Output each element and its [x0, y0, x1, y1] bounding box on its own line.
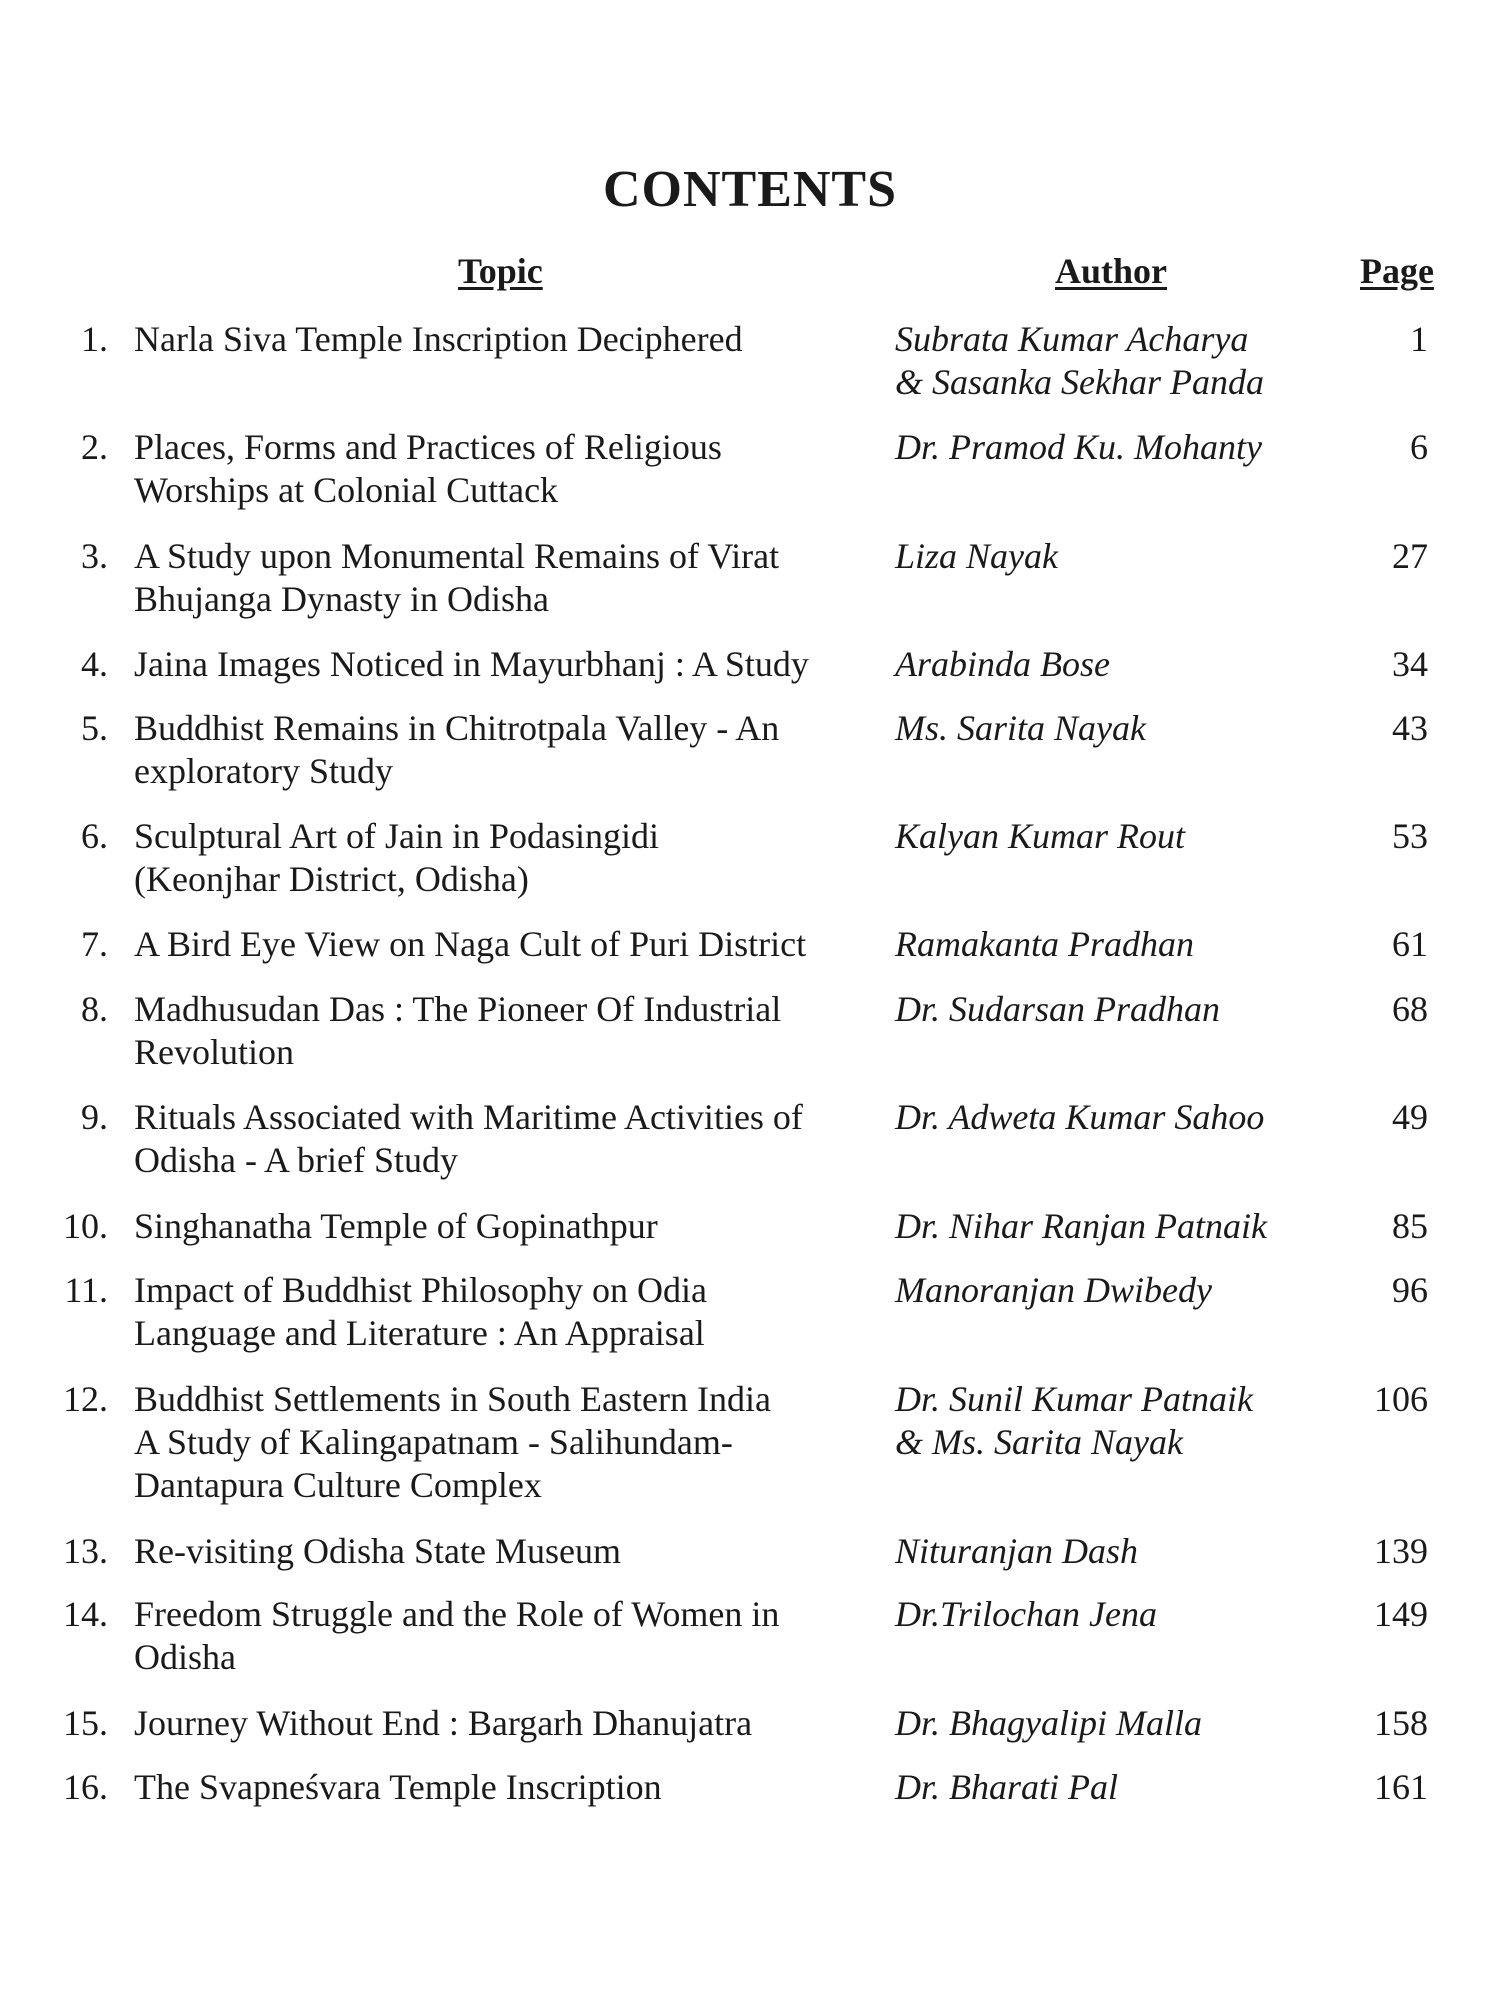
entry-topic: [134, 426, 884, 512]
entry-page: 43: [1392, 708, 1428, 748]
entry-topic: [134, 923, 884, 966]
entry-number: 9.: [81, 1097, 108, 1137]
entry-number: 11.: [64, 1270, 108, 1310]
entry-number: 10.: [63, 1206, 108, 1246]
entry-page: 85: [1392, 1206, 1428, 1246]
entry-page: 6: [1410, 427, 1428, 467]
entry-page: 96: [1392, 1270, 1428, 1310]
topic-line: Rituals Associated with Maritime Activities of: [134, 1097, 803, 1137]
topic-line: A Study of Kalingapatnam - Salihundam-: [134, 1422, 733, 1462]
topic-line: Odisha: [134, 1637, 236, 1677]
entry-page: 34: [1392, 644, 1428, 684]
topic-line: Language and Literature : An Appraisal: [134, 1313, 705, 1353]
author-line: Nituranjan Dash: [895, 1531, 1139, 1571]
topic-line: Jaina Images Noticed in Mayurbhanj : A Study: [134, 644, 809, 684]
entry-number: 6.: [81, 816, 108, 856]
entry-number: 1.: [81, 319, 108, 359]
entry-topic: [134, 535, 884, 621]
entry-topic: [134, 1702, 884, 1745]
entry-page: 61: [1392, 924, 1428, 964]
entry-number: 8.: [81, 989, 108, 1029]
entry-author: [895, 1530, 1325, 1573]
entry-topic: [134, 1205, 884, 1248]
author-line: Dr. Bharati Pal: [895, 1767, 1119, 1807]
entry-author: [895, 426, 1325, 469]
entry-page: 106: [1374, 1379, 1428, 1419]
entry-topic: [134, 318, 884, 361]
author-line: Dr. Sunil Kumar Patnaik: [895, 1379, 1254, 1419]
entry-topic: [134, 988, 884, 1074]
entry-page: 53: [1392, 816, 1428, 856]
entry-number: 5.: [81, 708, 108, 748]
topic-line: Places, Forms and Practices of Religious: [134, 427, 722, 467]
author-line: & Sasanka Sekhar Panda: [895, 362, 1264, 402]
topic-line: Freedom Struggle and the Role of Women in: [134, 1594, 780, 1634]
author-line: Dr. Pramod Ku. Mohanty: [895, 427, 1262, 467]
entry-author: [895, 988, 1325, 1031]
author-line: & Ms. Sarita Nayak: [895, 1422, 1183, 1462]
topic-line: (Keonjhar District, Odisha): [134, 859, 529, 899]
entry-page: 68: [1392, 989, 1428, 1029]
topic-line: Odisha - A brief Study: [134, 1140, 458, 1180]
entry-author: [895, 1766, 1325, 1809]
entry-author: [895, 1096, 1325, 1139]
header-topic: Topic: [458, 251, 543, 291]
author-line: Dr.Trilochan Jena: [895, 1594, 1158, 1634]
entry-topic: [134, 815, 884, 901]
entry-page: 149: [1374, 1594, 1428, 1634]
entry-topic: [134, 1378, 884, 1507]
entry-page: 158: [1374, 1703, 1428, 1743]
table-header: [0, 250, 1500, 300]
topic-line: Narla Siva Temple Inscription Deciphered: [134, 319, 743, 359]
topic-line: Singhanatha Temple of Gopinathpur: [134, 1206, 658, 1246]
author-line: Dr. Nihar Ranjan Patnaik: [895, 1206, 1268, 1246]
author-line: Ms. Sarita Nayak: [895, 708, 1146, 748]
author-line: Manoranjan Dwibedy: [895, 1270, 1212, 1310]
topic-line: Impact of Buddhist Philosophy on Odia: [134, 1270, 707, 1310]
author-line: Kalyan Kumar Rout: [895, 816, 1186, 856]
topic-line: exploratory Study: [134, 751, 393, 791]
entry-number: 14.: [63, 1594, 108, 1634]
author-line: Subrata Kumar Acharya: [895, 319, 1249, 359]
entry-number: 15.: [63, 1703, 108, 1743]
entry-topic: [134, 1269, 884, 1355]
entry-author: [895, 707, 1325, 750]
entry-author: [895, 923, 1325, 966]
topic-line: Buddhist Remains in Chitrotpala Valley - An: [134, 708, 780, 748]
topic-line: The Svapneśvara Temple Inscription: [134, 1767, 662, 1807]
entry-topic: [134, 1766, 884, 1809]
entry-number: 3.: [81, 536, 108, 576]
topic-line: A Bird Eye View on Naga Cult of Puri District: [134, 924, 807, 964]
entry-topic: [134, 643, 884, 686]
entry-author: [895, 643, 1325, 686]
topic-line: Dantapura Culture Complex: [134, 1465, 542, 1505]
header-page: Page: [1360, 251, 1434, 291]
author-line: Dr. Bhagyalipi Malla: [895, 1703, 1202, 1743]
entry-page: 1: [1410, 319, 1428, 359]
entry-author: [895, 1269, 1325, 1312]
topic-line: Buddhist Settlements in South Eastern India: [134, 1379, 771, 1419]
entry-number: 4.: [81, 644, 108, 684]
entry-author: [895, 1378, 1325, 1464]
entry-number: 2.: [81, 427, 108, 467]
header-author: Author: [1055, 251, 1168, 291]
entry-author: [895, 1593, 1325, 1636]
entry-topic: [134, 707, 884, 793]
entry-topic: [134, 1096, 884, 1182]
entry-number: 16.: [63, 1767, 108, 1807]
entry-topic: [134, 1530, 884, 1573]
topic-line: Madhusudan Das : The Pioneer Of Industrial: [134, 989, 782, 1029]
topic-line: Worships at Colonial Cuttack: [134, 470, 559, 510]
entry-author: [895, 815, 1325, 858]
entry-number: 13.: [63, 1531, 108, 1571]
entry-topic: [134, 1593, 884, 1679]
topic-line: Re-visiting Odisha State Museum: [134, 1531, 621, 1571]
entry-page: 139: [1374, 1531, 1428, 1571]
author-line: Dr. Adweta Kumar Sahoo: [895, 1097, 1265, 1137]
topic-line: A Study upon Monumental Remains of Virat: [134, 536, 780, 576]
entry-page: 49: [1392, 1097, 1428, 1137]
topic-line: Sculptural Art of Jain in Podasingidi: [134, 816, 659, 856]
author-line: Arabinda Bose: [895, 644, 1110, 684]
topic-line: Revolution: [134, 1032, 294, 1072]
entry-number: 7.: [81, 924, 108, 964]
entry-author: [895, 1702, 1325, 1745]
entry-page: 161: [1374, 1767, 1428, 1807]
entry-author: [895, 535, 1325, 578]
topic-line: Journey Without End : Bargarh Dhanujatra: [134, 1703, 753, 1743]
entry-page: 27: [1392, 536, 1428, 576]
topic-line: Bhujanga Dynasty in Odisha: [134, 579, 549, 619]
page-title: CONTENTS: [602, 161, 898, 218]
author-line: Dr. Sudarsan Pradhan: [895, 989, 1221, 1029]
author-line: Liza Nayak: [895, 536, 1059, 576]
entry-author: [895, 1205, 1325, 1248]
entry-author: [895, 318, 1325, 404]
entry-number: 12.: [63, 1379, 108, 1419]
author-line: Ramakanta Pradhan: [895, 924, 1194, 964]
